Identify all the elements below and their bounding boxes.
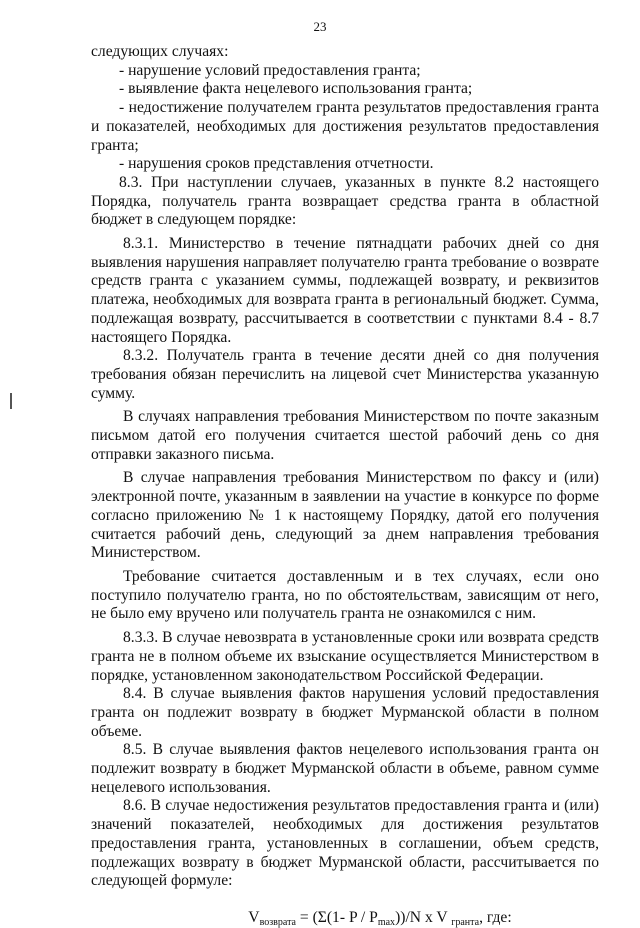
paragraph-8-4: 8.4. В случае выявления фактов нарушения условий предоставления гранта он подлежит возврату в бюджет Мурманской области в полном объеме. — [91, 685, 599, 740]
paragraph-8-3-1: 8.3.1. Министерство в течение пятнадцати рабочих дней со дня выявления нарушения направляет получателю гранта требование о возврате средств гранта с указанием суммы, подлежащей возврату, и реквизитов платежа, необходимых для возврата гранта в региональный бюджет. Сумма, подлежащая возврату, рассчитывается в соответствии с пунктами 8.4 - 8.7 настоящего Порядка. — [91, 235, 599, 346]
paragraph-requirement-delivered: Требование считается доставленным и в тех случаях, если оно поступило получателю гранта, но по обстоятельствам, зависящим от него, не было ему вручено или получатель гранта не ознакомился с ним. — [91, 567, 599, 623]
list-item-misuse: - выявление факта нецелевого использования гранта; — [119, 80, 473, 98]
formula-v-sub: возврата — [259, 916, 296, 928]
formula-v: V — [248, 908, 260, 926]
list-item-reporting-deadlines: - нарушения сроков представления отчетности. — [119, 155, 434, 173]
paragraph-8-6: 8.6. В случае недостижения результатов предоставления гранта и (или) значений показателей, необходимых для достижения результатов предоставления гранта, установленных в соглашении, объем средств, подлежащих возврату в бюджет Мурманской области, рассчитывается по следующей формуле: — [91, 797, 599, 890]
list-item-results-not-achieved: - недостижение получателем гранта результатов предоставления гранта и показателей, необходимых для достижения результатов предоставления гранта; — [91, 99, 599, 154]
formula-pmax-sub: max — [377, 916, 396, 928]
formula-tail: , где: — [479, 908, 512, 926]
paragraph-fax-email: В случае направления требования Министерством по факсу и (или) электронной почте, указанным в заявлении на участие в конкурсе по форме согласно приложению № 1 к настоящему Порядку, датой его получения считается рабочий день, следующий за днем направления требования Министерством. — [91, 469, 599, 562]
list-item-violation-conditions: - нарушение условий предоставления гранта; — [119, 61, 421, 79]
page-number: 23 — [313, 19, 327, 34]
paragraph-cases-intro: следующих случаях: — [91, 43, 229, 60]
paragraph-8-3-3: 8.3.3. В случае невозврата в установленные сроки или возврата средств гранта не в полном объеме их взыскание осуществляется Министерством в порядке, установленном законодательством Российской Федерации. — [91, 629, 599, 684]
document-body — [91, 43, 599, 928]
paragraph-8-5: 8.5. В случае выявления фактов нецелевого использования гранта он подлежит возврату в бюджет Мурманской области в объеме, равном сумме нецелевого использования. — [91, 741, 599, 796]
scan-artifact-mark — [10, 393, 12, 409]
formula-middle: = (Σ(1- P / P — [296, 908, 378, 926]
paragraph-registered-mail: В случаях направления требования Министерством по почте заказным письмом датой его получения считается шестой рабочий день со дня отправки заказного письма. — [91, 408, 599, 463]
refund-formula — [91, 909, 599, 928]
paragraph-8-3-2: 8.3.2. Получатель гранта в течение десяти дней со дня получения требования обязан перечислить на лицевой счет Министерства указанную сумму. — [91, 347, 599, 402]
formula-v2-sub: гранта — [451, 916, 480, 928]
formula-after-pmax: ))/N x V — [395, 908, 448, 926]
paragraph-8-3: 8.3. При наступлении случаев, указанных в пункте 8.2 настоящего Порядка, получатель гранта возвращает средства гранта в областной бюджет в следующем порядке: — [91, 173, 599, 229]
